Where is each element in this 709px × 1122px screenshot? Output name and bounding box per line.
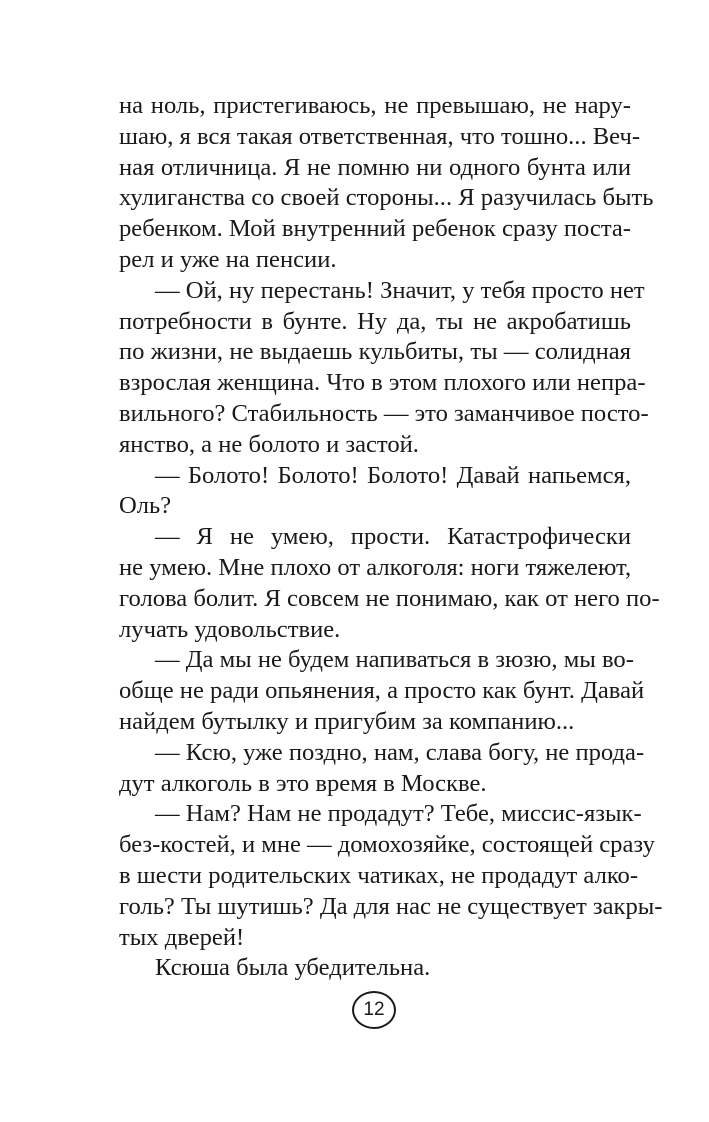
text-line: голь? Ты шутишь? Да для нас не существует закры- (119, 892, 663, 920)
text-line: потребности в бунте. Ну да, ты не акробатишь (119, 307, 631, 335)
text-line: — Нам? Нам не продадут? Тебе, миссис-язык- (155, 800, 642, 828)
text-line: обще не ради опьянения, а просто как бунт. Давай (119, 677, 645, 705)
paragraph (119, 91, 654, 276)
paragraph (119, 461, 631, 523)
text-line: — Да мы не будем напиваться в зюзю, мы во- (155, 646, 634, 674)
text-line: ная отличница. Я не помню ни одного бунта или (119, 153, 631, 181)
text-line: в шести родительских чатиках, не продадут алко- (119, 861, 639, 889)
paragraph (119, 645, 645, 737)
text-line: хулиганства со своей стороны... Я разучилась быть (119, 184, 654, 212)
text-line: дут алкоголь в это время в Москве. (119, 769, 487, 797)
text-line: тых дверей! (119, 923, 245, 951)
text-line: шаю, я вся такая ответственная, что тошно... Веч- (119, 122, 641, 150)
text-line: голова болит. Я совсем не понимаю, как от него по- (119, 584, 660, 612)
text-line: Ксюша была убедительна. (155, 954, 431, 982)
text-line: янство, а не болото и застой. (119, 430, 419, 458)
text-line: по жизни, не выдаешь кульбиты, ты — солидная (119, 338, 631, 366)
text-line: без-костей, и мне — домохозяйке, состоящей сразу (119, 831, 655, 859)
paragraph (119, 522, 660, 645)
text-line: — Ой, ну перестань! Значит, у тебя просто нет (155, 276, 645, 304)
text-line: — Болото! Болото! Болото! Давай напьемся, (155, 461, 631, 489)
text-line: рел и уже на пенсии. (119, 245, 337, 273)
text-line: вильного? Стабильность — это заманчивое посто- (119, 399, 649, 427)
page-number: 12 (352, 991, 396, 1029)
body-text (119, 91, 663, 984)
text-line: взрослая женщина. Что в этом плохого или непра- (119, 369, 646, 397)
paragraph (119, 799, 663, 953)
paragraph (119, 953, 631, 984)
text-line: ребенком. Мой внутренний ребенок сразу поста- (119, 215, 631, 243)
text-line: — Я не умею, прости. Катастрофически (155, 523, 631, 551)
text-line: Оль? (119, 492, 172, 520)
text-line: найдем бутылку и пригубим за компанию... (119, 707, 575, 735)
paragraph (119, 276, 649, 461)
text-line: не умею. Мне плохо от алкоголя: ноги тяжелеют, (119, 553, 632, 581)
paragraph (119, 738, 645, 800)
text-line: — Ксю, уже поздно, нам, слава богу, не прода- (155, 738, 645, 766)
text-line: лучать удовольствие. (119, 615, 341, 643)
text-line: на ноль, пристегиваюсь, не превышаю, не нару- (119, 92, 631, 119)
